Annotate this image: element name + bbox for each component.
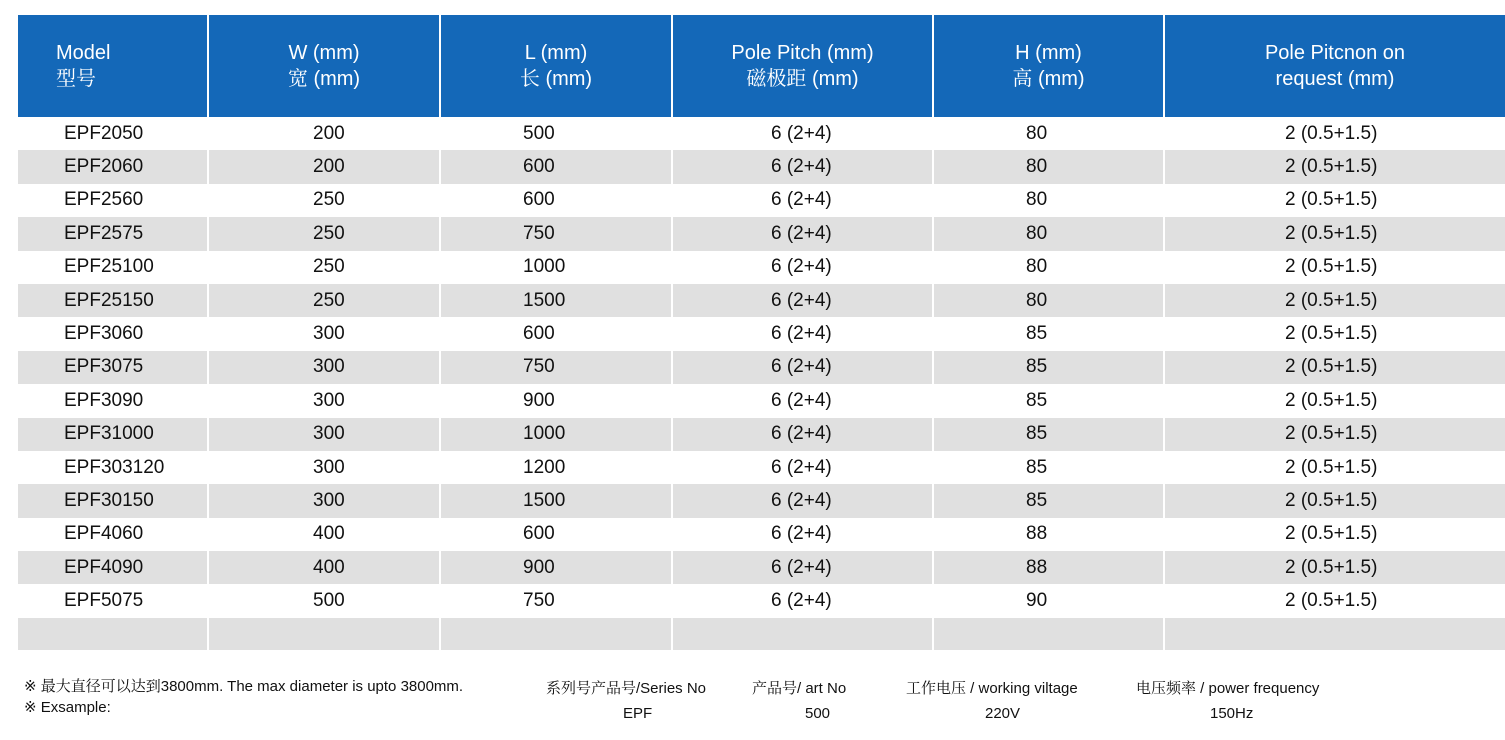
cell-height: 80 [933,184,1164,217]
table-row [18,418,1505,451]
working-voltage-value: 220V [985,705,1021,722]
table-header-row [18,15,1505,117]
cell-width: 300 [208,351,440,384]
cell-height: 85 [933,351,1164,384]
cell-height: 88 [933,518,1164,551]
cell-pole-pitch: 6 (2+4) [672,418,933,451]
cell-model: EPF31000 [18,418,208,451]
working-voltage-label: 工作电压 / working viltage [906,680,1078,697]
cell-pole-pitch: 6 (2+4) [672,317,933,350]
cell-height: 80 [933,251,1164,284]
table-row [18,317,1505,350]
cell-pole-pitch: 6 (2+4) [672,518,933,551]
table-row [18,117,1505,150]
cell-pole-pitch: 6 (2+4) [672,217,933,250]
header-length: L (mm) 长 (mm) [440,15,672,117]
cell-length: 750 [440,584,672,617]
cell-model: EPF303120 [64,456,165,478]
cell-height: 85 [933,384,1164,417]
table-row [18,551,1505,584]
empty-cell [933,618,1164,650]
cell-width: 300 [208,418,440,451]
cell-model: EPF30150 [18,484,208,517]
cell-width: 400 [208,551,440,584]
cell-width: 500 [208,584,440,617]
cell-width: 400 [208,518,440,551]
cell-model: EPF3075 [18,351,208,384]
cell-length: 600 [440,317,672,350]
cell-model: EPF3060 [64,323,144,345]
cell-length: 1500 [440,484,672,517]
cell-height: 80 [933,284,1164,317]
cell-length: 1500 [440,284,672,317]
cell-pole-pitch: 6 (2+4) [672,584,933,617]
footer [0,673,1505,733]
cell-pole-pitch-request: 2 (0.5+1.5) [1164,384,1505,417]
power-frequency-value: 150Hz [1210,705,1254,722]
cell-height: 88 [933,551,1164,584]
table-row [18,518,1505,551]
cell-width: 200 [208,150,440,183]
cell-height: 80 [933,217,1164,250]
cell-pole-pitch: 6 (2+4) [672,484,933,517]
cell-width: 250 [208,184,440,217]
cell-length: 600 [440,518,672,551]
cell-length: 1200 [440,451,672,484]
empty-cell [1164,618,1505,650]
cell-pole-pitch: 6 (2+4) [672,251,933,284]
cell-pole-pitch-request: 2 (0.5+1.5) [1164,251,1505,284]
cell-width: 250 [208,251,440,284]
art-no-label: 产品号/ art No [752,680,847,697]
cell-width: 300 [208,451,440,484]
cell-pole-pitch-request: 2 (0.5+1.5) [1164,317,1505,350]
cell-pole-pitch: 6 (2+4) [672,351,933,384]
cell-height: 85 [933,451,1164,484]
table-row-empty [18,618,1505,650]
cell-pole-pitch: 6 (2+4) [672,184,933,217]
header-pole-pitch: Pole Pitch (mm) 磁极距 (mm) [672,15,933,117]
cell-pole-pitch-request: 2 (0.5+1.5) [1164,551,1505,584]
cell-height: 85 [933,484,1164,517]
table-row [18,484,1505,517]
header-height: H (mm) 高 (mm) [933,15,1164,117]
cell-length: 600 [440,184,672,217]
header-pole-pitch-request: Pole Pitcnon on request (mm) [1164,15,1505,117]
cell-height: 80 [933,117,1164,150]
cell-length: 750 [440,351,672,384]
cell-length: 600 [440,150,672,183]
cell-width: 200 [208,117,440,150]
cell-pole-pitch-request: 2 (0.5+1.5) [1164,284,1505,317]
cell-model: EPF4060 [64,523,144,545]
cell-pole-pitch-request: 2 (0.5+1.5) [1164,117,1505,150]
cell-pole-pitch-request: 2 (0.5+1.5) [1164,351,1505,384]
cell-pole-pitch: 6 (2+4) [672,551,933,584]
cell-height: 85 [933,418,1164,451]
cell-model: EPF3090 [64,389,144,411]
cell-pole-pitch: 6 (2+4) [672,117,933,150]
series-no-label: 系列号产品号/Series No [546,680,707,697]
empty-cell [18,618,208,650]
cell-pole-pitch-request: 2 (0.5+1.5) [1164,418,1505,451]
cell-width: 300 [208,317,440,350]
cell-pole-pitch-request: 2 (0.5+1.5) [1164,484,1505,517]
cell-length: 1000 [440,418,672,451]
cell-height: 90 [933,584,1164,617]
cell-model: EPF5075 [64,590,144,612]
spec-table [18,15,1505,650]
table-row [18,451,1505,484]
cell-width: 250 [208,217,440,250]
cell-pole-pitch-request: 2 (0.5+1.5) [1164,150,1505,183]
cell-model: EPF2050 [64,122,144,144]
header-model: Model 型号 [18,15,208,117]
power-frequency-label: 电压频率 / power frequency [1136,680,1320,697]
cell-length: 900 [440,384,672,417]
cell-pole-pitch-request: 2 (0.5+1.5) [1164,217,1505,250]
cell-length: 750 [440,217,672,250]
cell-width: 300 [208,384,440,417]
empty-cell [208,618,440,650]
cell-pole-pitch-request: 2 (0.5+1.5) [1164,584,1505,617]
cell-height: 80 [933,150,1164,183]
series-no-value: EPF [623,705,653,722]
cell-model: EPF2575 [18,217,208,250]
table-row [18,284,1505,317]
cell-length: 1000 [440,251,672,284]
cell-model: EPF4090 [18,551,208,584]
table-row [18,150,1505,183]
table-row [18,184,1505,217]
cell-length: 900 [440,551,672,584]
cell-width: 250 [208,284,440,317]
empty-cell [440,618,672,650]
cell-height: 85 [933,317,1164,350]
header-width: W (mm) 宽 (mm) [208,15,440,117]
cell-pole-pitch-request: 2 (0.5+1.5) [1164,518,1505,551]
cell-pole-pitch: 6 (2+4) [672,150,933,183]
cell-pole-pitch-request: 2 (0.5+1.5) [1164,184,1505,217]
table-row [18,217,1505,250]
cell-length: 500 [440,117,672,150]
cell-pole-pitch: 6 (2+4) [672,384,933,417]
cell-pole-pitch: 6 (2+4) [672,451,933,484]
table-row [18,251,1505,284]
table-row [18,384,1505,417]
example-note: ※ Exsample: [24,699,111,716]
max-diameter-note: ※ 最大直径可以达到3800mm. The max diameter is upto 3800mm. [24,678,464,695]
cell-model: EPF2060 [18,150,208,183]
table-row [18,584,1505,617]
cell-width: 300 [208,484,440,517]
cell-model: EPF25150 [18,284,208,317]
table-row [18,351,1505,384]
cell-pole-pitch-request: 2 (0.5+1.5) [1164,451,1505,484]
cell-pole-pitch: 6 (2+4) [672,284,933,317]
empty-cell [672,618,933,650]
art-no-value: 500 [805,705,831,722]
cell-model: EPF25100 [64,256,154,278]
cell-model: EPF2560 [64,189,144,211]
